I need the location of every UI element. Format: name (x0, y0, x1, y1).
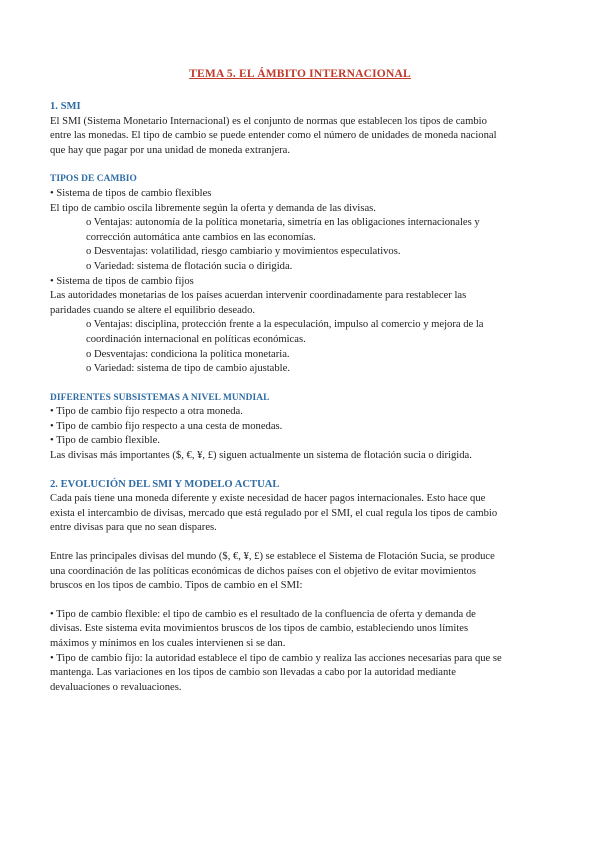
bullet-item: • Sistema de tipos de cambio fijos (50, 275, 194, 287)
text-line: paridades cuando se altere el equilibrio deseado. (50, 304, 256, 316)
sub-item: o Desventajas: condiciona la política monetaria. (86, 348, 290, 360)
bullet-item: • Tipo de cambio fijo respecto a otra moneda. (50, 406, 243, 418)
sub-item: o Desventajas: volatilidad, riesgo cambiario y movimientos especulativos. (86, 246, 401, 258)
text-line: entre las monedas. El tipo de cambio se puede entender como el número de unidades de moneda nacional (50, 130, 497, 142)
sub-item: o Ventajas: disciplina, protección frente a la especulación, impulso al comercio y mejora de la (86, 319, 484, 331)
sub-item: coordinación internacional en políticas económicas. (86, 333, 306, 345)
bullet-item: • Sistema de tipos de cambio flexibles (50, 187, 212, 199)
bullet-item: • Tipo de cambio flexible. (50, 435, 160, 447)
sub-item: corrección automática ante cambios en las economías. (86, 231, 316, 243)
bullet-item: • Tipo de cambio fijo: la autoridad establece el tipo de cambio y realiza las acciones necesarias para que se (50, 652, 502, 664)
text-line: devaluaciones o revaluaciones. (50, 681, 182, 693)
text-line: máximos y mínimos en los cuales intervienen si se dan. (50, 638, 286, 649)
text-line: entre divisas para que no sean dispares. (50, 522, 217, 534)
text-line: una coordinación de las políticas económicas de dichos países con el objetivo de evitar movimientos (50, 565, 476, 577)
sub-item: o Variedad: sistema de tipo de cambio ajustable. (86, 363, 290, 375)
text-line: Cada país tiene una moneda diferente y existe necesidad de hacer pagos internacionales. Esto hace que (50, 493, 486, 505)
text-line: El tipo de cambio oscila libremente según la oferta y demanda de las divisas. (50, 202, 376, 214)
text-line: divisas. Este sistema evita movimientos bruscos de los tipos de cambio, estableciendo unos límites (50, 623, 469, 635)
document-body (50, 100, 560, 695)
subheading-tipos-de-cambio: TIPOS DE CAMBIO (50, 174, 137, 185)
text-line: Las divisas más importantes ($, €, ¥, £) siguen actualmente un sistema de flotación sucia o dirigida. (50, 450, 472, 462)
text-line: bruscos en los tipos de cambio. Tipos de cambio en el SMI: (50, 580, 303, 592)
section-heading-evolucion: 2. EVOLUCIÓN DEL SMI Y MODELO ACTUAL (50, 478, 280, 490)
text-line: Las autoridades monetarias de los países acuerdan intervenir coordinadamente para restablecer las (50, 290, 467, 302)
sub-item: o Ventajas: autonomía de la política monetaria, simetría en las obligaciones internacionales y (86, 217, 480, 229)
sub-item: o Variedad: sistema de flotación sucia o dirigida. (86, 260, 293, 272)
subheading-subsistemas: DIFERENTES SUBSISTEMAS A NIVEL MUNDIAL (50, 392, 270, 403)
text-line: El SMI (Sistema Monetario Internacional) es el conjunto de normas que establecen los tipos de cambio (50, 115, 487, 127)
section-heading-smi: 1. SMI (50, 101, 81, 112)
page-title: TEMA 5. EL ÁMBITO INTERNACIONAL (189, 68, 411, 80)
bullet-item: • Tipo de cambio fijo respecto a una cesta de monedas. (50, 420, 283, 432)
text-line: que hay que pagar por una unidad de moneda extranjera. (50, 144, 291, 156)
text-line: Entre las principales divisas del mundo ($, €, ¥, £) se establece el Sistema de Flotación Sucia, se produce (50, 551, 495, 563)
text-line: exista el intercambio de divisas, mercado que está regulado por el SMI, el cual regula los tipos de cambio (50, 507, 498, 519)
bullet-item: • Tipo de cambio flexible: el tipo de cambio es el resultado de la confluencia de oferta y demanda de (50, 608, 476, 620)
text-line: mantenga. Las variaciones en los tipos de cambio son llevadas a cabo por la autoridad mediante (50, 667, 456, 679)
